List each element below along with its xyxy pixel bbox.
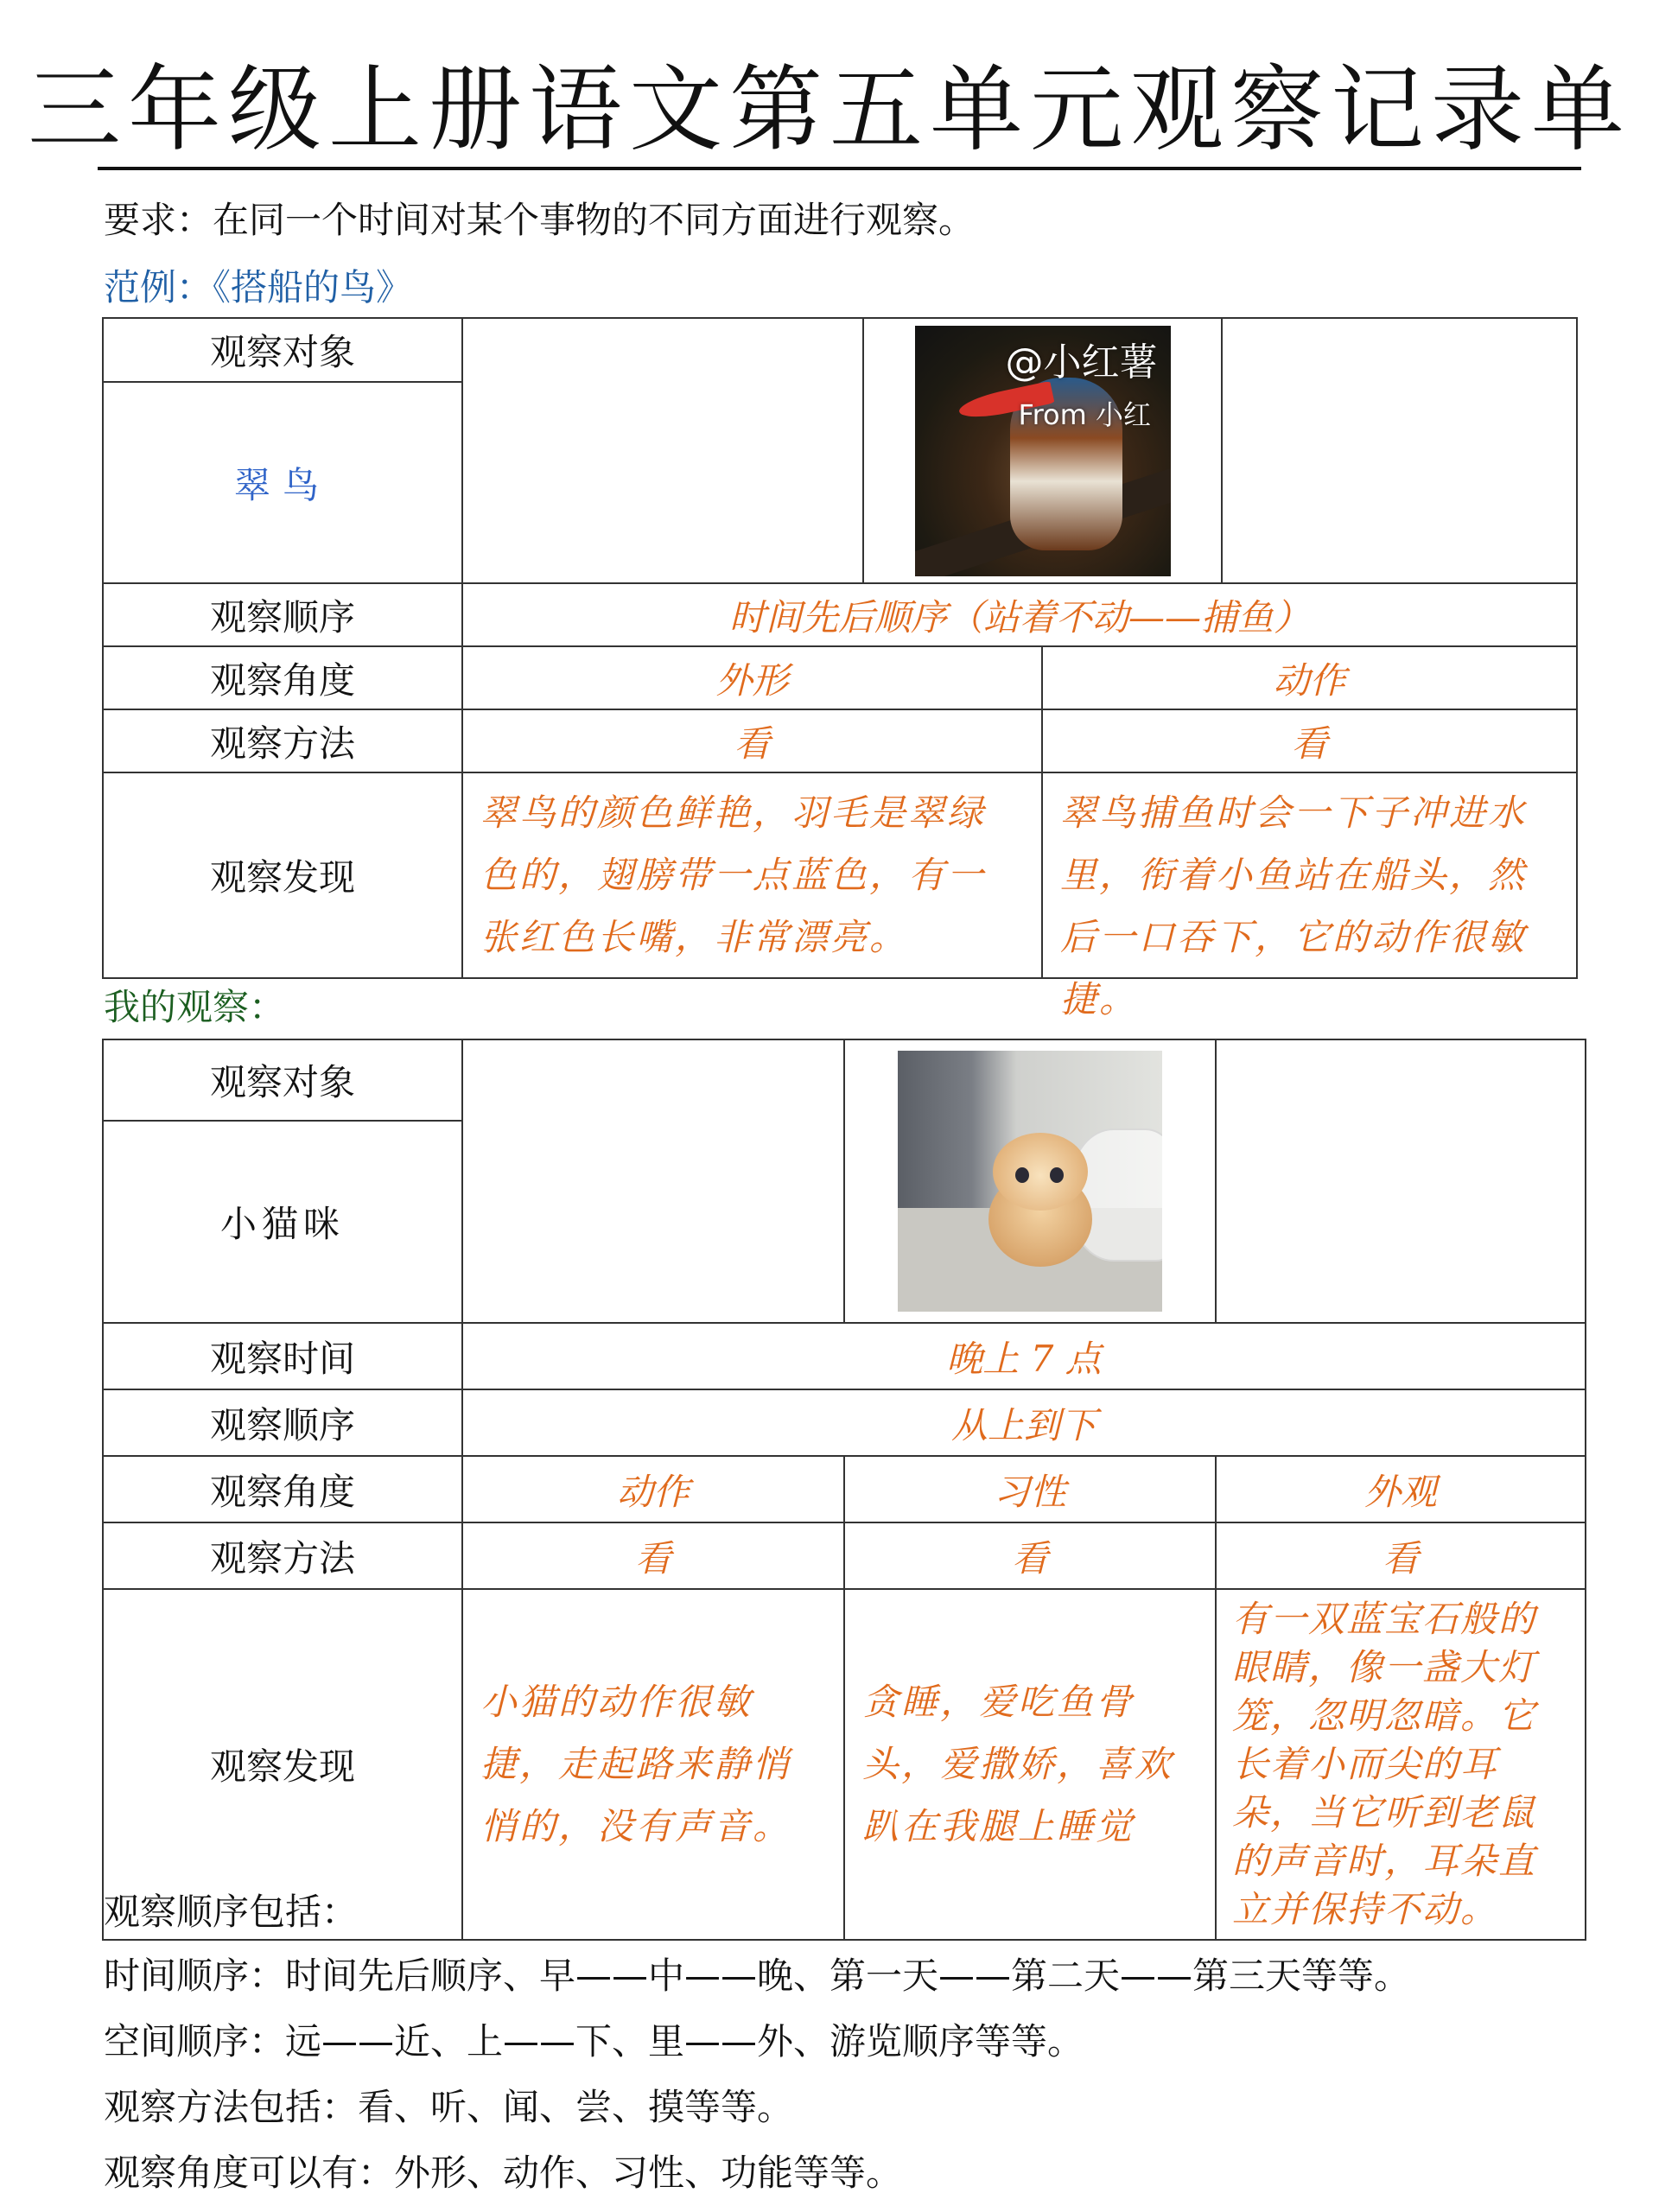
my-finding-label: 观察发现	[103, 1589, 462, 1940]
my-method-label: 观察方法	[103, 1522, 462, 1589]
photo-watermark-sub: From 小红	[1018, 397, 1151, 431]
example-order-label: 观察顺序	[103, 583, 462, 646]
my-observation-label: 我的观察：	[104, 986, 286, 1028]
example-subject-label: 观察对象	[103, 318, 462, 382]
example-method-1: 看	[462, 709, 1042, 772]
example-angle-2: 动作	[1042, 646, 1577, 709]
my-method-1: 看	[462, 1522, 844, 1589]
note-angles: 观察角度可以有：外形、动作、习性、功能等等。	[104, 2152, 903, 2194]
note-space-order: 空间顺序：远——近、上——下、里——外、游览顺序等等。	[104, 2020, 1084, 2063]
example-angle-1: 外形	[462, 646, 1042, 709]
example-method-2: 看	[1042, 709, 1577, 772]
my-angle-2: 习性	[844, 1456, 1216, 1522]
example-method-label: 观察方法	[103, 709, 462, 772]
notes-heading: 观察顺序包括：	[104, 1891, 359, 1933]
example-subject: 翠鸟	[103, 382, 462, 583]
my-time-label: 观察时间	[103, 1323, 462, 1389]
my-finding-1: 小猫的动作很敏捷，走起路来静悄悄的，没有声音。	[462, 1589, 844, 1940]
my-subject: 小猫咪	[103, 1121, 462, 1323]
my-method-2: 看	[844, 1522, 1216, 1589]
photo-watermark: @小红薯	[1005, 340, 1158, 385]
kingfisher-photo	[915, 326, 1171, 576]
example-order: 时间先后顺序（站着不动——捕鱼）	[462, 583, 1577, 646]
my-method-3: 看	[1216, 1522, 1586, 1589]
my-order: 从上到下	[462, 1389, 1586, 1456]
kitten-photo	[898, 1051, 1162, 1312]
example-label: 范例：《搭船的鸟》	[104, 266, 413, 308]
my-angle-3: 外观	[1216, 1456, 1586, 1522]
example-photo-cell	[863, 318, 1222, 583]
my-photo-cell	[844, 1039, 1216, 1323]
my-finding-2: 贪睡，爱吃鱼骨头，爱撒娇，喜欢趴在我腿上睡觉	[844, 1589, 1216, 1940]
note-methods: 观察方法包括：看、听、闻、尝、摸等等。	[104, 2086, 794, 2128]
my-angle-label: 观察角度	[103, 1456, 462, 1522]
example-finding-label: 观察发现	[103, 772, 462, 978]
my-finding-3: 有一双蓝宝石般的眼睛，像一盏大灯笼，忽明忽暗。它长着小而尖的耳朵，当它听到老鼠的声音时，耳朵直立并保持不动。	[1216, 1589, 1586, 1940]
example-finding-1: 翠鸟的颜色鲜艳，羽毛是翠绿色的，翅膀带一点蓝色，有一张红色长嘴，非常漂亮。	[462, 772, 1042, 978]
page-title: 三年级上册语文第五单元观察记录单	[27, 56, 1631, 164]
my-subject-label: 观察对象	[103, 1039, 462, 1121]
my-observation-table	[102, 1039, 1586, 1941]
my-order-label: 观察顺序	[103, 1389, 462, 1456]
example-angle-label: 观察角度	[103, 646, 462, 709]
my-time: 晚上 7 点	[462, 1323, 1586, 1389]
my-angle-1: 动作	[462, 1456, 844, 1522]
note-time-order: 时间顺序：时间先后顺序、早——中——晚、第一天——第二天——第三天等等。	[104, 1955, 1411, 1997]
title-divider	[98, 167, 1581, 170]
example-finding-2: 翠鸟捕鱼时会一下子冲进水里，衔着小鱼站在船头，然后一口吞下，它的动作很敏捷。	[1060, 791, 1528, 1020]
requirement-text: 要求：在同一个时间对某个事物的不同方面进行观察。	[104, 199, 976, 241]
